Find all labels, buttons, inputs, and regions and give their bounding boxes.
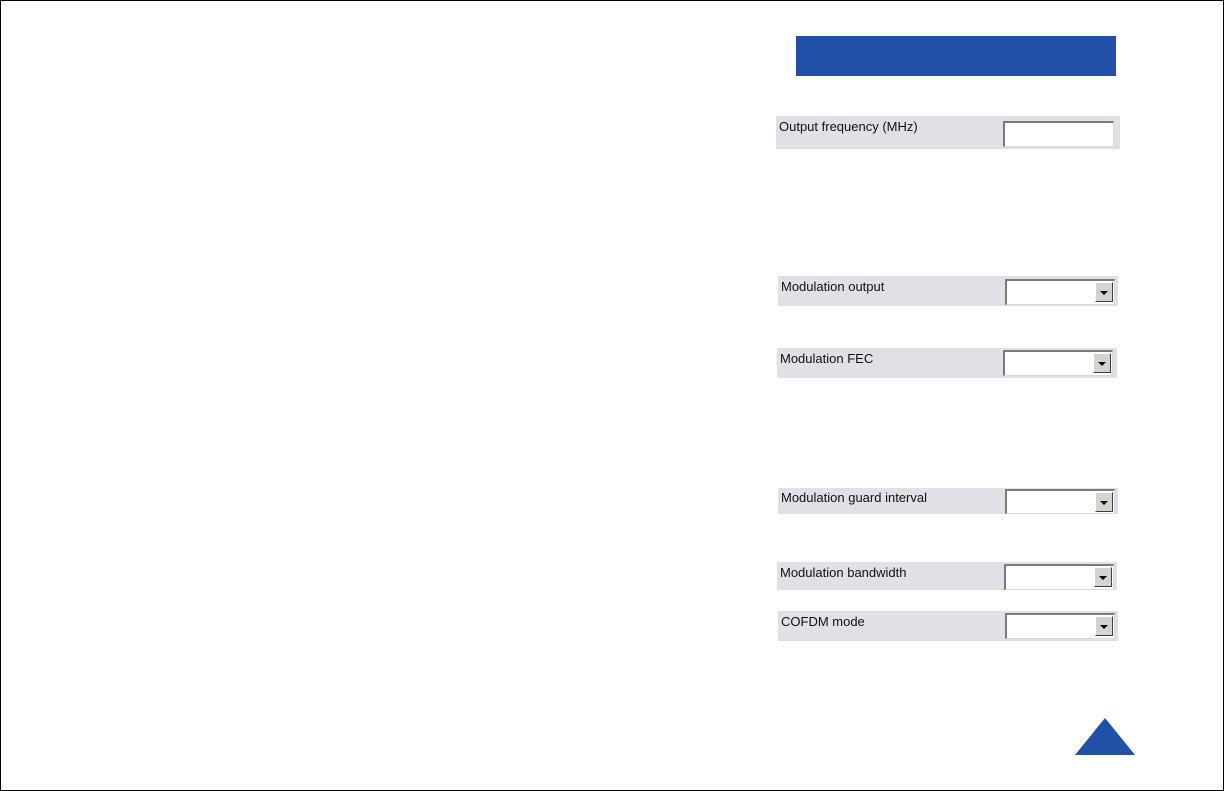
cofdm-mode-select[interactable] bbox=[1005, 613, 1115, 639]
modulation-bandwidth-select[interactable] bbox=[1004, 564, 1114, 590]
modulation-fec-label: Modulation FEC bbox=[780, 351, 874, 366]
modulation-guard-interval-row bbox=[778, 488, 1118, 514]
chevron-down-icon[interactable] bbox=[1095, 616, 1113, 636]
header-bar bbox=[796, 36, 1116, 76]
output-frequency-row bbox=[776, 116, 1120, 149]
modulation-fec-select[interactable] bbox=[1003, 350, 1113, 376]
chevron-down-icon[interactable] bbox=[1095, 492, 1113, 512]
output-frequency-label: Output frequency (MHz) bbox=[779, 119, 918, 134]
cofdm-mode-row bbox=[778, 611, 1118, 641]
chevron-down-icon[interactable] bbox=[1093, 353, 1111, 373]
chevron-down-icon[interactable] bbox=[1094, 567, 1112, 587]
triangle-up-icon[interactable] bbox=[1075, 718, 1135, 755]
modulation-bandwidth-label: Modulation bandwidth bbox=[780, 565, 907, 580]
modulation-output-label: Modulation output bbox=[781, 279, 885, 294]
chevron-down-icon[interactable] bbox=[1095, 282, 1113, 302]
modulation-output-row bbox=[778, 276, 1118, 306]
cofdm-mode-label: COFDM mode bbox=[781, 614, 865, 629]
modulation-guard-interval-label: Modulation guard interval bbox=[781, 490, 927, 505]
output-frequency-input[interactable] bbox=[1003, 121, 1114, 147]
modulation-output-select[interactable] bbox=[1005, 279, 1115, 305]
modulation-fec-row bbox=[777, 348, 1117, 378]
modulation-guard-interval-select[interactable] bbox=[1005, 489, 1115, 514]
modulation-bandwidth-row bbox=[777, 562, 1117, 590]
